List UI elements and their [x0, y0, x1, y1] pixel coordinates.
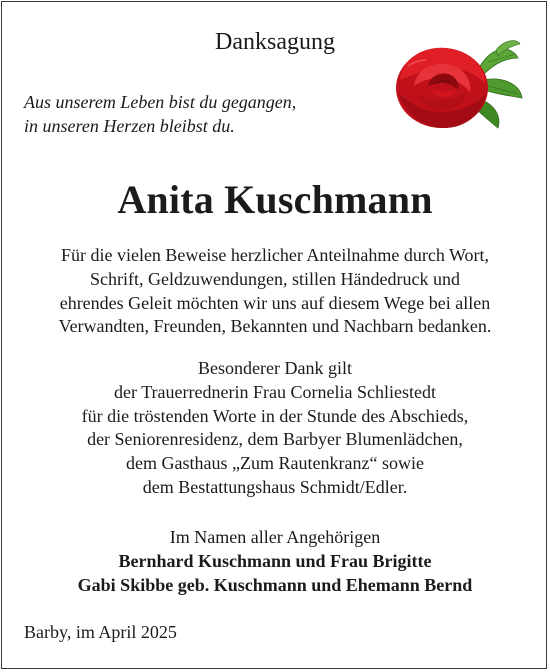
mourner-names: Bernhard Kuschmann und Frau Brigitte: [118, 550, 432, 571]
thanks-line: ehrendes Geleit möchten wir uns auf diesem Wege bei allen: [59, 292, 491, 313]
thanks-paragraph: [0, 244, 550, 339]
special-thanks-line: für die tröstenden Worte in der Stunde des Abschieds,: [81, 405, 469, 426]
special-thanks-line: dem Bestattungshaus Schmidt/Edler.: [142, 476, 408, 497]
page-title: Danksagung: [215, 29, 335, 55]
thanks-line: Schrift, Geldzuwendungen, stillen Händedruck und: [90, 268, 460, 289]
memorial-verse: [24, 90, 296, 138]
special-thanks-paragraph: [0, 357, 550, 500]
mourner-names: Gabi Skibbe geb. Kuschmann und Ehemann Bernd: [77, 574, 473, 595]
memorial-verse-line: Aus unserem Leben bist du gegangen,: [24, 92, 297, 112]
thanks-line: Für die vielen Beweise herzlicher Anteilnahme durch Wort,: [60, 245, 490, 265]
special-thanks-line: Besonderer Dank gilt: [198, 358, 352, 378]
thanks-line: Verwandten, Freunden, Bekannten und Nachbarn bedanken.: [58, 316, 492, 337]
special-thanks-line: der Seniorenresidenz, dem Barbyer Blumenlädchen,: [87, 429, 463, 450]
place-and-date: Barby, im April 2025: [24, 622, 177, 642]
special-thanks-line: der Trauerrednerin Frau Cornelia Schliestedt: [114, 381, 436, 402]
rose-icon: [384, 36, 526, 132]
special-thanks-line: dem Gasthaus „Zum Rautenkranz“ sowie: [126, 453, 424, 474]
deceased-name: Anita Kuschmann: [117, 177, 433, 222]
signature-block: [0, 526, 550, 597]
memorial-verse-line: in unseren Herzen bleibst du.: [24, 116, 235, 136]
signature-intro: Im Namen aller Angehörigen: [169, 527, 381, 547]
